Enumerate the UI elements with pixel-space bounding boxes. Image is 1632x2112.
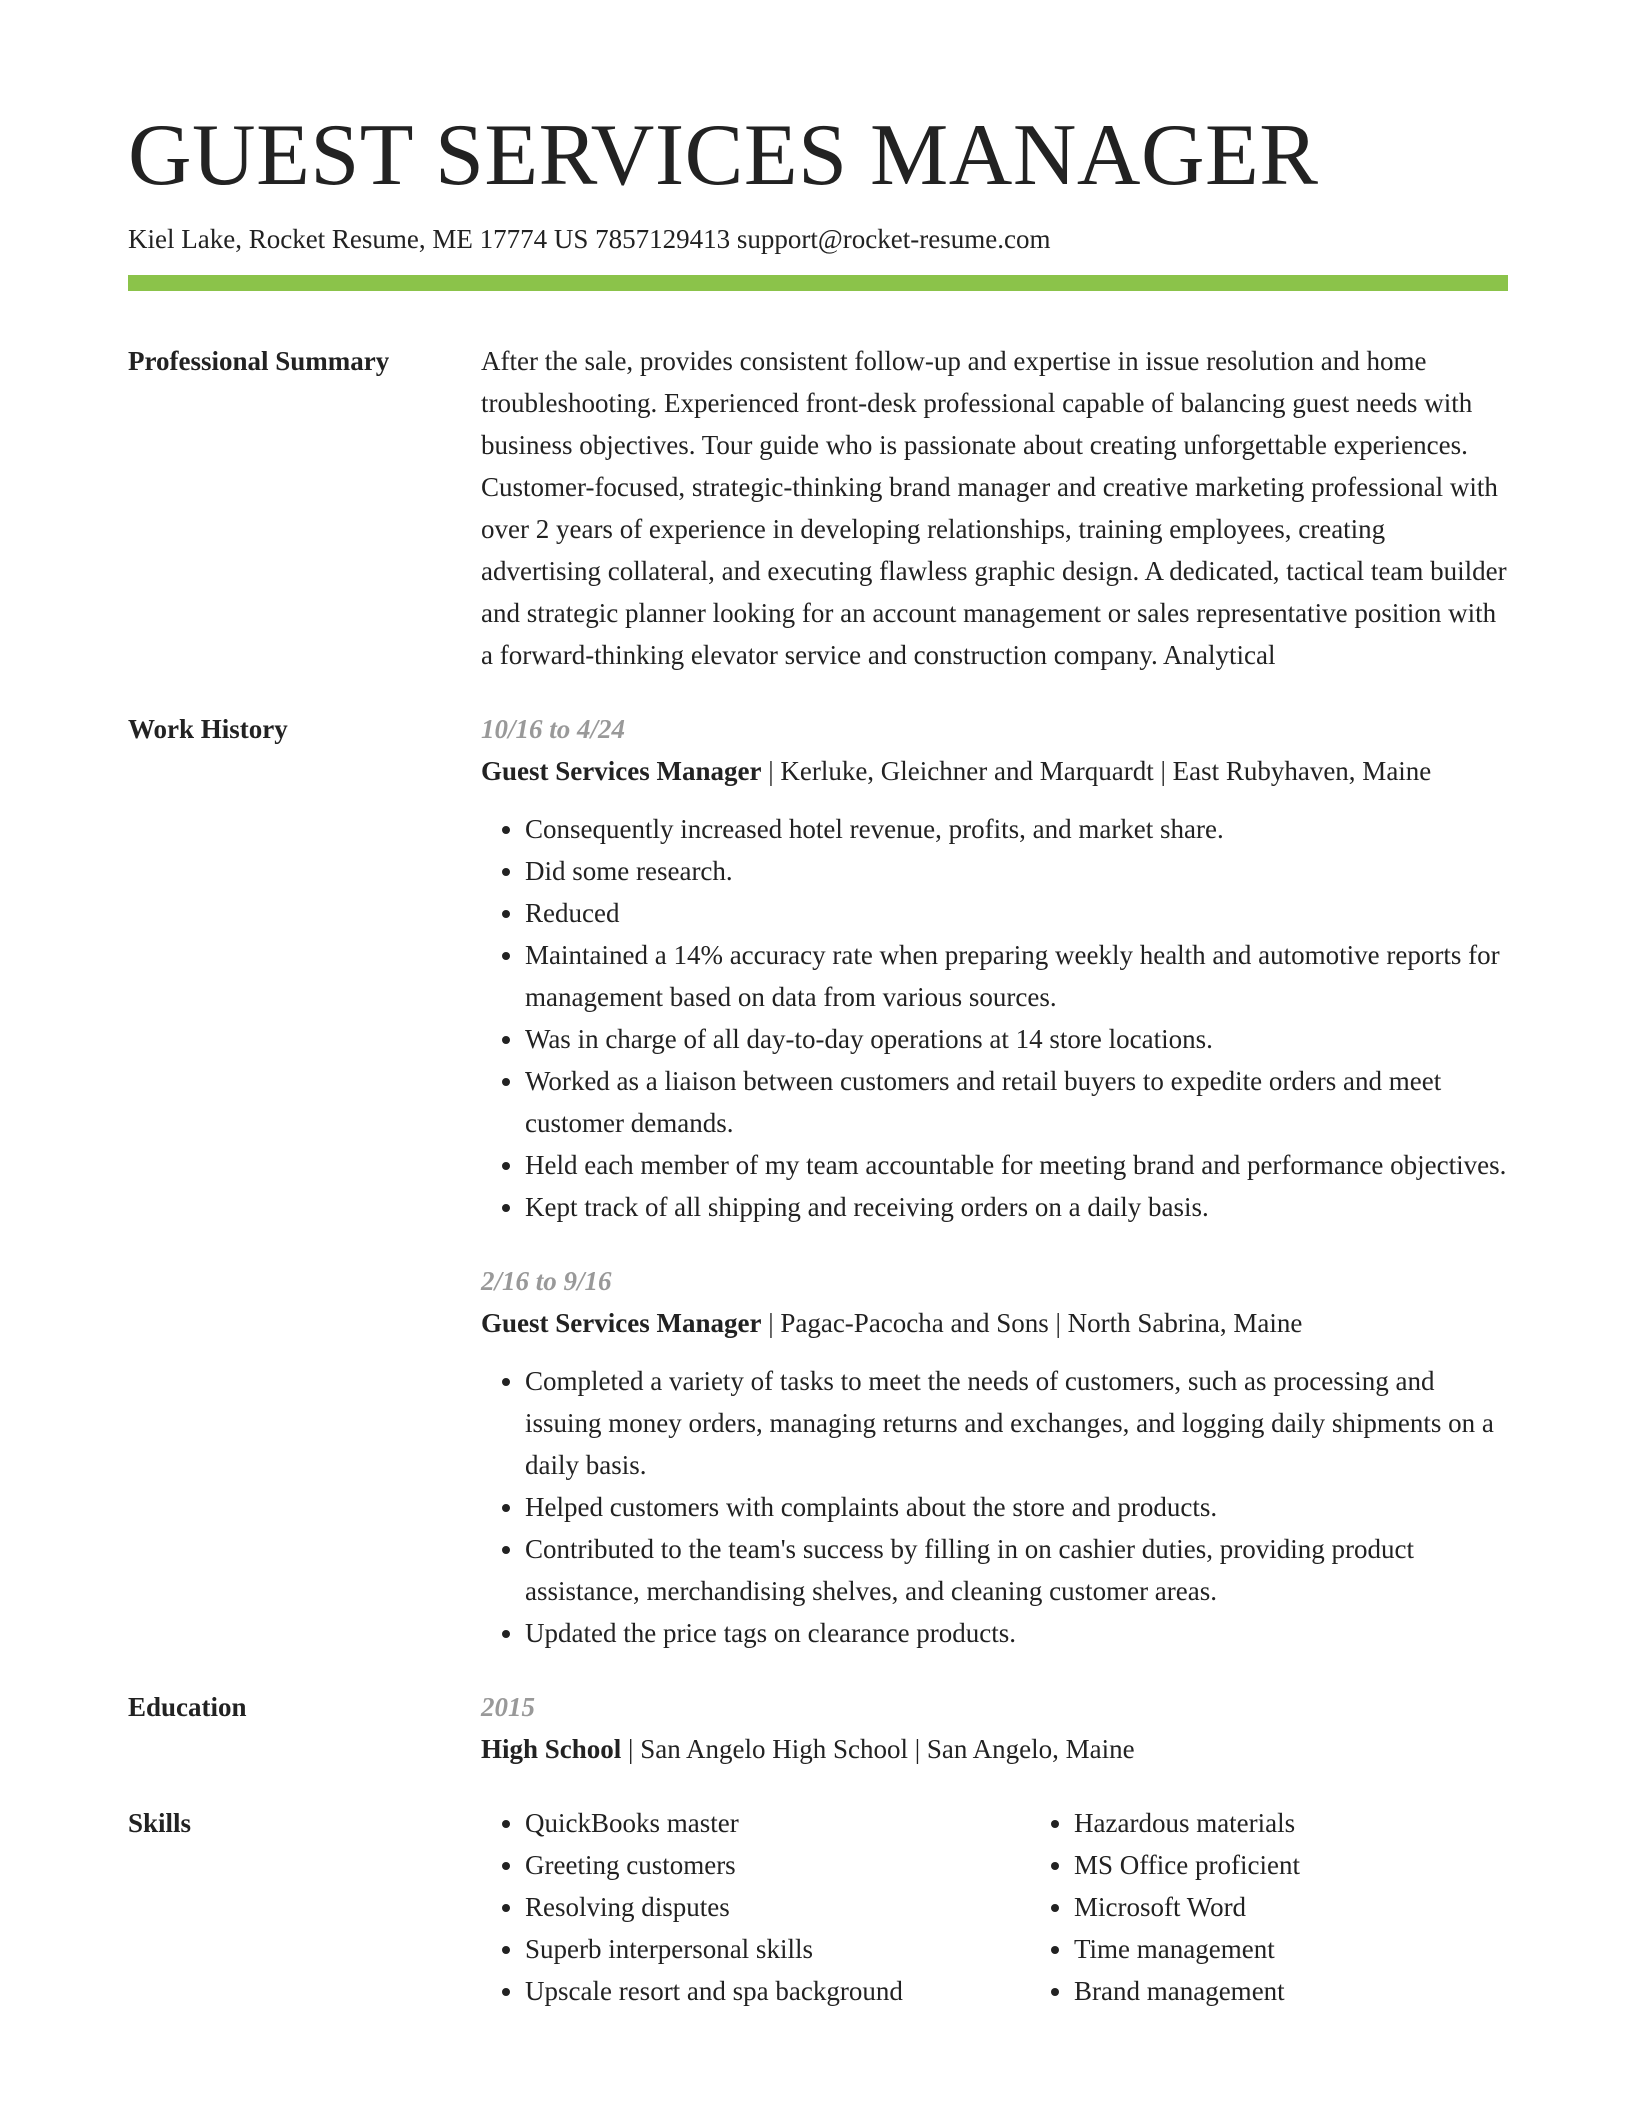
- section-label-education: Education: [128, 1692, 247, 1723]
- job-bullets: [481, 808, 1508, 1228]
- job-entry: [481, 708, 1508, 1228]
- job-dates: 2/16 to 9/16: [481, 1266, 612, 1297]
- job-heading: [481, 750, 1508, 792]
- summary-text: After the sale, provides consistent follow-up and expertise in issue resolution and home troubleshooting. Experienced front-desk professional capable of balancing guest needs with business objectives. Tour guide who is passionate about creating unforgettable experiences. Customer-focused, strategic-thinking brand manager and creative marketing professional with over 2 years of experience in developing relationships, training employees, creating advertising collateral, and executing flawless graphic design. A dedicated, tactical team builder and strategic planner looking for an account management or sales representative position with a forward-thinking elevator service and construction company. Analytical: [481, 346, 1507, 671]
- list-item: • Did some research.: [525, 850, 1508, 892]
- job-details: | Kerluke, Gleichner and Marquardt | East Rubyhaven, Maine: [761, 756, 1432, 787]
- skill-item: • MS Office proficient: [1074, 1844, 1300, 1886]
- education-body: [481, 1686, 1508, 1770]
- job-dates: 10/16 to 4/24: [481, 714, 626, 745]
- skill-item: • Resolving disputes: [525, 1886, 1030, 1928]
- skill-item: • Brand management: [1074, 1970, 1300, 2012]
- skill-item: • Superb interpersonal skills: [525, 1928, 1030, 1970]
- section-label-skills: Skills: [128, 1808, 192, 1839]
- skills-list-left: [481, 1802, 1030, 2012]
- section-label-work: Work History: [128, 714, 288, 745]
- job-entry: [481, 1260, 1508, 1654]
- list-item: • Helped customers with complaints about the store and products.: [525, 1486, 1508, 1528]
- skill-item: • QuickBooks master: [525, 1802, 1030, 1844]
- list-item: • Maintained a 14% accuracy rate when preparing weekly health and automotive reports for management based on data from various sources.: [525, 934, 1508, 1018]
- skill-item: • Time management: [1074, 1928, 1300, 1970]
- skill-item: • Hazardous materials: [1074, 1802, 1300, 1844]
- list-item: • Updated the price tags on clearance products.: [525, 1612, 1508, 1654]
- education-degree: High School: [481, 1734, 622, 1765]
- resume-title: GUEST SERVICES MANAGER: [128, 107, 1319, 204]
- education-details: | San Angelo High School | San Angelo, Maine: [621, 1734, 1135, 1765]
- list-item: • Worked as a liaison between customers and retail buyers to expedite orders and meet customer demands.: [525, 1060, 1508, 1144]
- skill-item: • Greeting customers: [525, 1844, 1030, 1886]
- education-year: 2015: [481, 1692, 535, 1723]
- contact-line: Kiel Lake, Rocket Resume, ME 17774 US 7857129413 support@rocket-resume.com: [128, 224, 1051, 255]
- skill-item: • Microsoft Word: [1074, 1886, 1300, 1928]
- education-heading: [481, 1728, 1508, 1770]
- section-label-summary: Professional Summary: [128, 346, 390, 377]
- job-heading: [481, 1302, 1508, 1344]
- job-bullets: [481, 1360, 1508, 1654]
- list-item: • Contributed to the team's success by filling in on cashier duties, providing product assistance, merchandising shelves, and cleaning customer areas.: [525, 1528, 1508, 1612]
- resume-page: [128, 107, 1508, 2012]
- job-title: Guest Services Manager: [481, 756, 762, 787]
- skill-item: • Upscale resort and spa background: [525, 1970, 1030, 2012]
- skills-grid: [481, 1802, 1508, 2012]
- list-item: • Held each member of my team accountable for meeting brand and performance objectives.: [525, 1144, 1508, 1186]
- list-item: • Was in charge of all day-to-day operations at 14 store locations.: [525, 1018, 1508, 1060]
- list-item: • Completed a variety of tasks to meet the needs of customers, such as processing and issuing money orders, managing returns and exchanges, and logging daily shipments on a daily basis.: [525, 1360, 1508, 1486]
- list-item: • Kept track of all shipping and receiving orders on a daily basis.: [525, 1186, 1508, 1228]
- job-details: | Pagac-Pacocha and Sons | North Sabrina, Maine: [761, 1308, 1303, 1339]
- accent-divider: [128, 275, 1508, 291]
- work-history-section: [128, 708, 1508, 1654]
- education-section: [128, 1686, 1508, 1770]
- summary-section: [128, 340, 1508, 676]
- job-title: Guest Services Manager: [481, 1308, 762, 1339]
- skills-section: [128, 1802, 1508, 2012]
- work-history-body: [481, 708, 1508, 1654]
- list-item: • Consequently increased hotel revenue, profits, and market share.: [525, 808, 1508, 850]
- skills-list-right: [1030, 1802, 1300, 2012]
- list-item: • Reduced: [525, 892, 1508, 934]
